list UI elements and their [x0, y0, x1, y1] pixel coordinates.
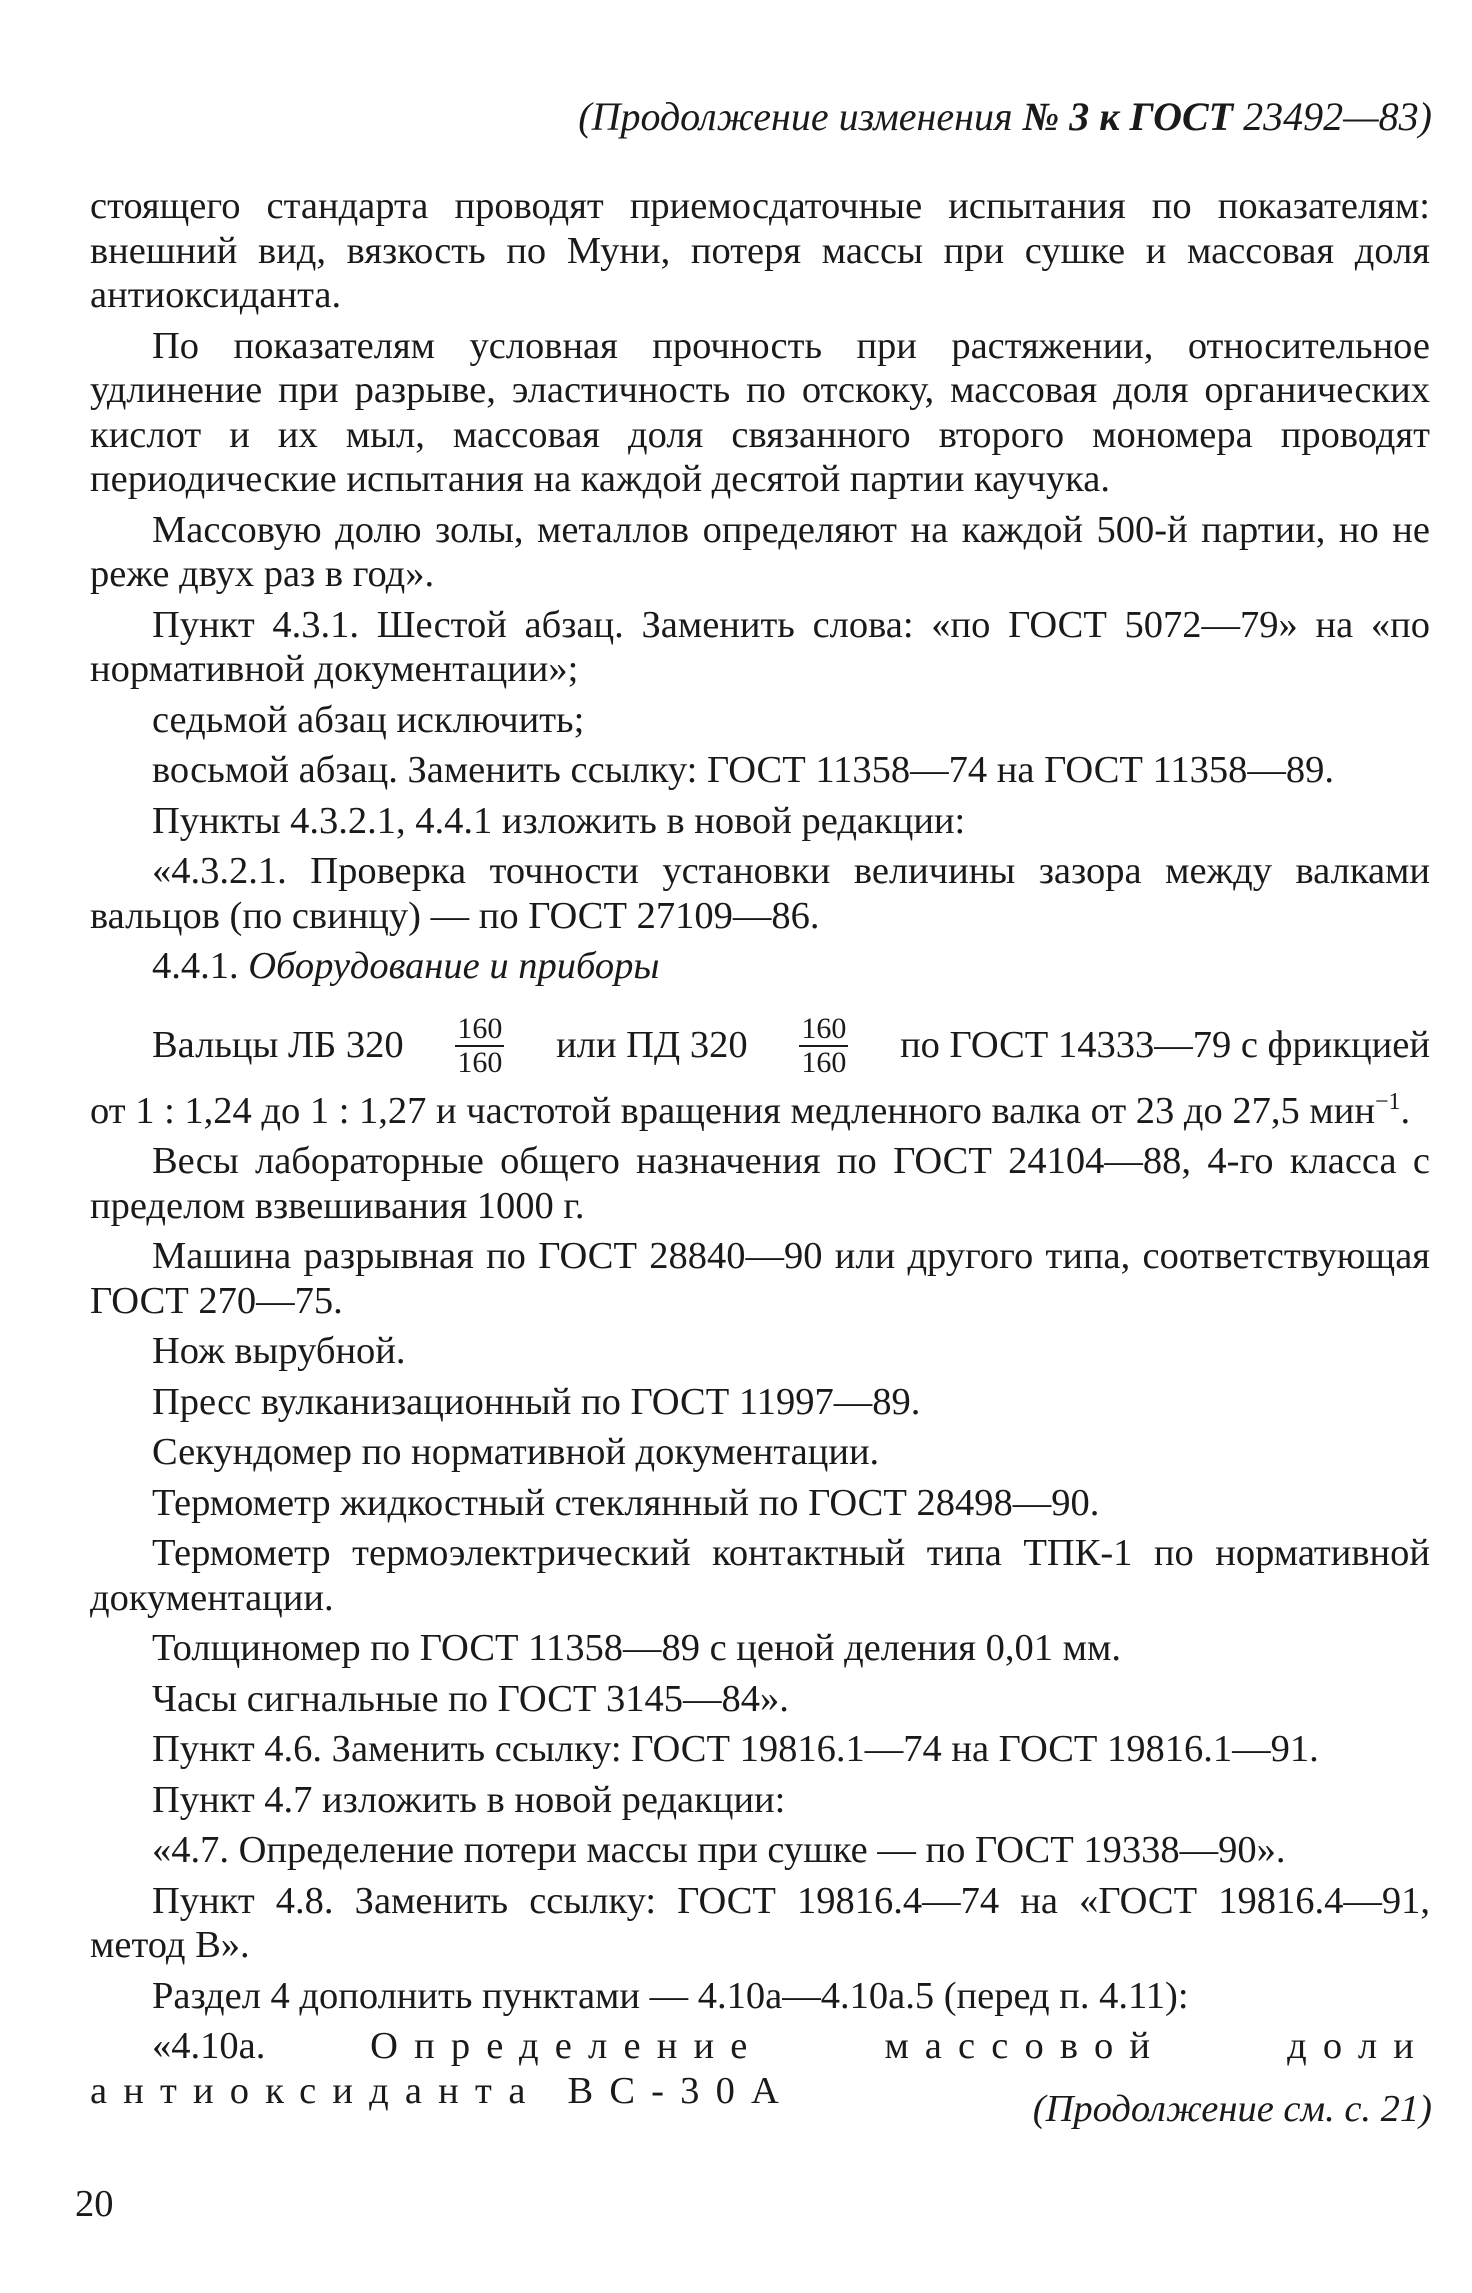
item-number: 4.4.1.: [152, 945, 249, 987]
paragraph-stopwatch: Секундомер по нормативной документации.: [152, 1431, 880, 1473]
fraction-numerator: 160: [801, 1011, 847, 1045]
friction-end: .: [1400, 1089, 1411, 1132]
friction-superscript: −1: [1374, 1088, 1401, 1115]
paragraph-continued: стоящего стандарта проводят приемосдаточные испытания по показателям: внешний вид, вязкость по Муни, потеря массы при сушке и массовая доля антиоксиданта.: [90, 185, 1430, 316]
paragraph-knife: Нож вырубной.: [152, 1330, 406, 1372]
paragraph-section-4-addition: Раздел 4 дополнить пунктами — 4.10а—4.10а.5 (перед п. 4.11):: [152, 1974, 1189, 2017]
paragraph-item-4-3-2-1: «4.3.2.1. Проверка точности установки величины зазора между валками вальцов (по свинцу) — по ГОСТ 27109—86.: [90, 850, 1430, 937]
fraction-numerator: 160: [457, 1011, 503, 1045]
rollers-text-2: или ПД 320: [556, 1024, 748, 1067]
paragraph-thickness-gauge: Толщиномер по ГОСТ 11358—89 с ценой деления 0,01 мм.: [152, 1627, 1121, 1669]
page-number: 20: [75, 2183, 114, 2225]
rollers-text-1: Вальцы ЛБ 320: [152, 1024, 404, 1067]
body-text: [90, 184, 1430, 2113]
fraction-pd: [799, 1013, 848, 1079]
paragraph-tensile-machine: Машина разрывная по ГОСТ 28840—90 или другого типа, соответствующая ГОСТ 270—75.: [90, 1235, 1430, 1322]
paragraph-items-new-edition: Пункты 4.3.2.1, 4.4.1 изложить в новой редакции:: [152, 799, 966, 842]
item-title-equipment: Оборудование и приборы: [248, 945, 660, 987]
paragraph-ash-metals: Массовую долю золы, металлов определяют на каждой 500-й партии, но не реже двух раз в год».: [90, 508, 1430, 595]
paragraph-glass-thermometer: Термометр жидкостный стеклянный по ГОСТ 28498—90.: [152, 1481, 1100, 1524]
paragraph-press: Пресс вулканизационный по ГОСТ 11997—89.: [152, 1380, 921, 1423]
paragraph-periodic-tests: По показателям условная прочность при растяжении, относительное удлинение при разрыве, эластичность по отскоку, массовая доля органических кислот и их мыл, массовая доля связанного второго мономера проводят периодические испытания на каждой десятой партии каучука.: [90, 324, 1430, 500]
paragraph-item-4-7-intro: Пункт 4.7 изложить в новой редакции:: [152, 1778, 786, 1821]
friction-text: от 1 : 1,24 до 1 : 1,27 и частотой вращения медленного валка от 23 до 27,5 мин: [90, 1089, 1375, 1132]
item-4-10a-title: Определение массовой доли антиоксиданта ВС-30А: [90, 2025, 1430, 2112]
item-4-10a-number: «4.10а.: [152, 2025, 371, 2067]
header-suffix: 23492—83): [1233, 94, 1432, 139]
fraction-denominator: 160: [801, 1045, 847, 1079]
running-header: [578, 92, 1432, 142]
paragraph-item-4-4-1: [90, 944, 1430, 989]
paragraph-scales: Весы лабораторные общего назначения по ГОСТ 24104—88, 4-го класса с пределом взвешивания 1000 г.: [90, 1140, 1430, 1227]
paragraph-friction: [90, 1089, 1430, 1134]
continuation-note: (Продолжение см. с. 21): [1032, 2088, 1432, 2130]
paragraph-item-4-8: Пункт 4.8. Заменить ссылку: ГОСТ 19816.4—74 на «ГОСТ 19816.4—91, метод В».: [90, 1879, 1430, 1966]
fraction-lb: [455, 1013, 504, 1079]
paragraph-seventh-abzac: седьмой абзац исключить;: [152, 698, 585, 741]
header-number: № 3 к ГОСТ: [1022, 94, 1234, 139]
paragraph-item-4-3-1: Пункт 4.3.1. Шестой абзац. Заменить слова: «по ГОСТ 5072—79» на «по нормативной документации»;: [90, 603, 1430, 690]
paragraph-item-4-6: Пункт 4.6. Заменить ссылку: ГОСТ 19816.1—74 на ГОСТ 19816.1—91.: [152, 1728, 1319, 1770]
paragraph-rollers: [90, 1009, 1430, 1083]
rollers-text-3: по ГОСТ 14333—79 с фрикцией: [900, 1024, 1430, 1067]
paragraph-signal-clock: Часы сигнальные по ГОСТ 3145—84».: [152, 1677, 789, 1720]
header-prefix: (Продолжение изменения: [578, 94, 1023, 139]
fraction-denominator: 160: [457, 1045, 503, 1079]
paragraph-item-4-7: «4.7. Определение потери массы при сушке — по ГОСТ 19338—90».: [152, 1829, 1286, 1871]
paragraph-thermocouple: Термометр термоэлектрический контактный типа ТПК-1 по нормативной документации.: [90, 1532, 1430, 1619]
paragraph-eighth-abzac: восьмой абзац. Заменить ссылку: ГОСТ 11358—74 на ГОСТ 11358—89.: [152, 749, 1334, 791]
